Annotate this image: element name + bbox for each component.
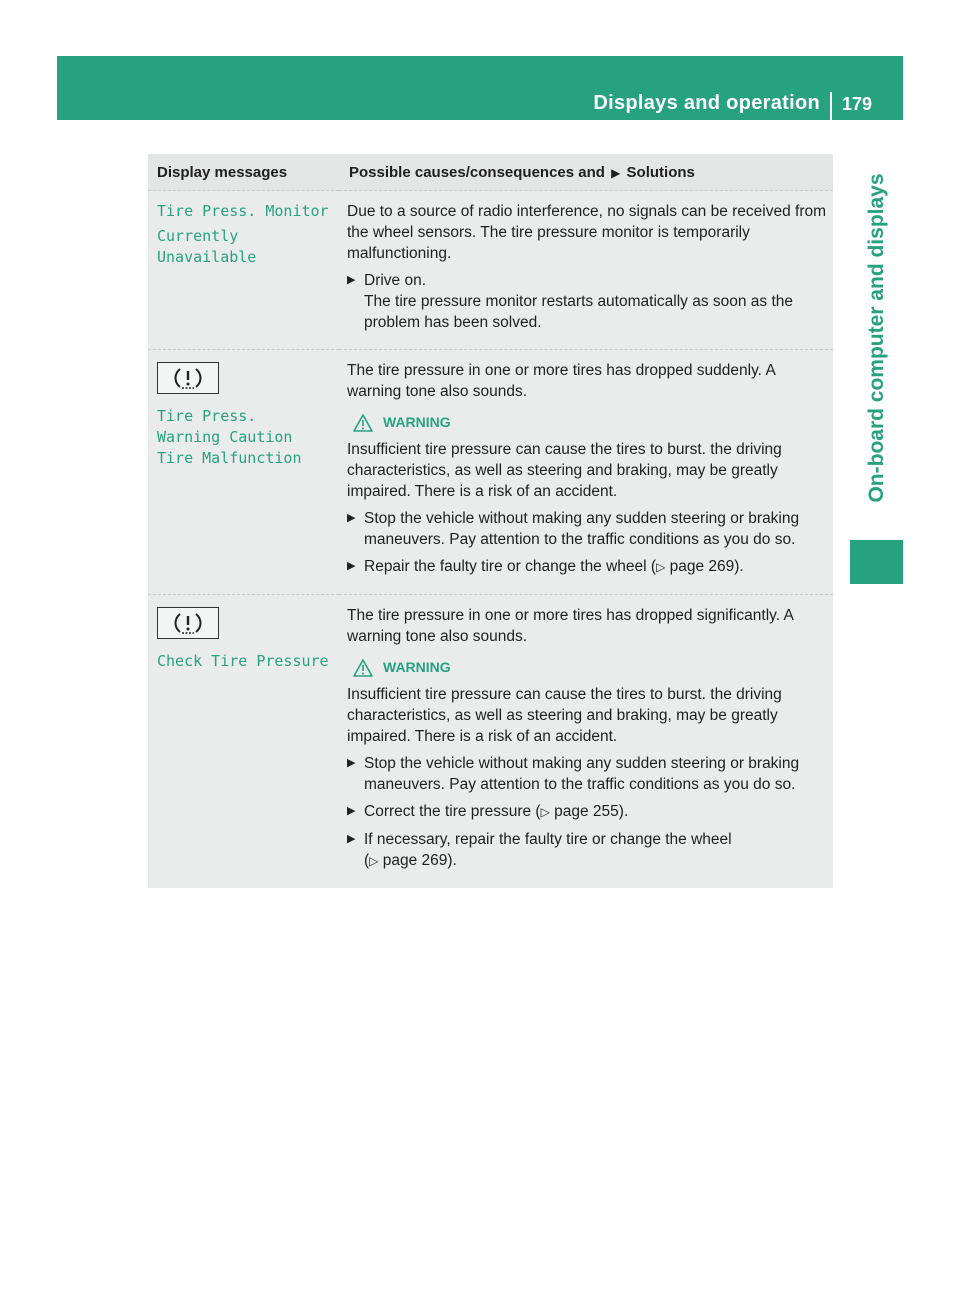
message-line: Check Tire Pressure <box>157 652 329 670</box>
display-messages-table <box>148 154 833 888</box>
page-ref-icon: ▷ <box>540 805 550 819</box>
page-reference[interactable]: page 269). <box>669 558 744 575</box>
solution-step <box>347 508 827 550</box>
step-arrow-icon: ▶ <box>347 805 356 817</box>
table-row <box>148 350 833 595</box>
step-text: Repair the faulty tire or change the wheel ( <box>364 558 657 575</box>
message-cell <box>148 191 339 350</box>
solution-step <box>347 556 827 578</box>
cause-text: The tire pressure in one or more tires has dropped suddenly. A warning tone also sounds. <box>347 362 775 400</box>
message-line: Tire Malfunction <box>157 449 302 467</box>
col-header-display-messages: Display messages <box>148 154 339 191</box>
page-number: 179 <box>842 94 873 114</box>
header-bar <box>57 56 903 120</box>
step-arrow-icon: ▶ <box>347 274 356 286</box>
step-text: Correct the tire pressure ( <box>364 803 541 820</box>
cause-text: Due to a source of radio interference, no signals can be received from the wheel sensors. The tire pressure monitor is temporarily malfunctioning. <box>347 203 827 262</box>
side-tab <box>855 148 899 528</box>
step-text: Drive on. <box>364 272 427 289</box>
step-arrow-icon: ▶ <box>347 833 356 845</box>
step-text-open: ( <box>364 852 370 869</box>
warning-text: Insufficient tire pressure can cause the tires to burst. the driving characteristics, as well as steering and braking, may be greatly impaired. There is a risk of an accident. <box>347 441 782 500</box>
step-text: If necessary, repair the faulty tire or change the wheel <box>364 831 732 848</box>
display-message <box>157 201 331 268</box>
message-line: Unavailable <box>157 248 257 266</box>
side-tab-marker <box>850 540 903 584</box>
col-header-causes-text: Possible causes/consequences and <box>349 163 605 181</box>
warning-triangle-icon <box>353 659 373 677</box>
step-text: Stop the vehicle without making any sudden steering or braking maneuvers. Pay attention to the traffic conditions as you do so. <box>364 755 800 793</box>
col-header-solutions-text: Solutions <box>626 163 695 181</box>
tire-pressure-warning-icon <box>157 362 219 394</box>
warning-heading <box>353 412 827 433</box>
causes-cell <box>339 595 833 889</box>
solution-step <box>347 801 827 823</box>
page-reference[interactable]: page 269). <box>382 852 457 869</box>
message-line: Currently <box>157 227 239 245</box>
warning-heading <box>353 657 827 678</box>
warning-label: WARNING <box>383 659 451 675</box>
header-separator <box>830 92 832 120</box>
section-title: Displays and operation <box>593 92 820 114</box>
warning-triangle-icon <box>353 414 373 432</box>
display-message <box>157 651 331 672</box>
table-row <box>148 595 833 889</box>
message-cell <box>148 595 339 889</box>
page-reference[interactable]: page 255). <box>554 803 629 820</box>
causes-cell <box>339 191 833 350</box>
step-text: The tire pressure monitor restarts automatically as soon as the problem has been solved. <box>364 293 794 331</box>
step-arrow-icon: ▶ <box>347 512 356 524</box>
message-line: Tire Press. Monitor <box>157 202 329 220</box>
step-text: Stop the vehicle without making any sudden steering or braking maneuvers. Pay attention to the traffic conditions as you do so. <box>364 510 800 548</box>
solution-step <box>347 829 827 872</box>
step-arrow-icon: ▶ <box>347 757 356 769</box>
display-message <box>157 406 331 469</box>
solution-arrow-icon: ▶ <box>611 165 621 180</box>
table-row <box>148 191 833 350</box>
step-arrow-icon: ▶ <box>347 560 356 572</box>
page-ref-icon: ▷ <box>656 560 666 574</box>
message-cell <box>148 350 339 595</box>
side-tab-label: On-board computer and displays <box>865 173 888 503</box>
col-header-causes <box>339 154 833 191</box>
solution-step <box>347 270 827 333</box>
tire-pressure-warning-icon-glyph <box>173 366 203 390</box>
causes-cell <box>339 350 833 595</box>
message-line: Warning Caution <box>157 428 293 446</box>
tire-pressure-warning-icon <box>157 607 219 639</box>
page-ref-icon: ▷ <box>369 854 379 868</box>
solution-step <box>347 753 827 795</box>
warning-label: WARNING <box>383 414 451 430</box>
tire-pressure-warning-icon-glyph <box>173 611 203 635</box>
warning-text: Insufficient tire pressure can cause the tires to burst. the driving characteristics, as well as steering and braking, may be greatly impaired. There is a risk of an accident. <box>347 686 782 745</box>
table-header-row <box>148 154 833 191</box>
message-line: Tire Press. <box>157 407 257 425</box>
cause-text: The tire pressure in one or more tires has dropped significantly. A warning tone also sounds. <box>347 607 793 645</box>
